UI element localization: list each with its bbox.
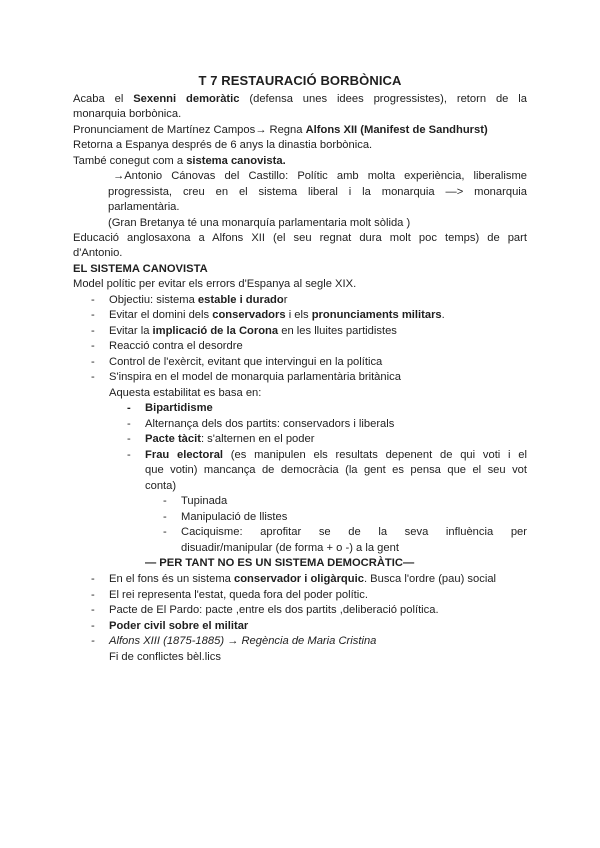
- subsub-item: Caciquisme: aprofitar se de la seva influència per: [181, 526, 527, 538]
- list-dash: -: [91, 294, 95, 306]
- bold-text: conservador i oligàrquic: [234, 573, 364, 585]
- text: Evitar el domini dels: [109, 309, 213, 321]
- sub-item-continuation: que votin) mancança de democràcia (la gent es pensa que el seu vot: [145, 464, 527, 476]
- text: També conegut com a: [73, 155, 187, 167]
- subsub-item-continuation: disuadir/manipular (de forma + o -) a la gent: [181, 542, 399, 554]
- intro-line-3: [73, 123, 488, 138]
- intro-line-5: [73, 154, 286, 169]
- list-dash: -: [91, 371, 95, 383]
- list-dash: -: [91, 356, 95, 368]
- bold-text: pronunciaments militars: [311, 309, 442, 321]
- text: .: [441, 309, 445, 321]
- text: . Busca l'ordre (pau) social: [363, 573, 497, 585]
- list-dash: -: [163, 526, 167, 538]
- list-dash: -: [91, 573, 95, 585]
- sub-item: Bipartidisme: [145, 402, 213, 414]
- text: Acaba el: [73, 93, 134, 105]
- list-item: Control de l'exèrcit, evitant que intervingui en la política: [109, 356, 383, 368]
- list-item: S'inspira en el model de monarquia parlamentària britànica: [109, 371, 401, 383]
- list-item: [109, 572, 496, 587]
- page-title: T 7 RESTAURACIÓ BORBÒNICA: [198, 73, 402, 88]
- list-dash: -: [91, 309, 95, 321]
- list-dash: -: [91, 604, 95, 616]
- intro-line-10: Educació anglosaxona a Alfons XII (el seu regnat dura molt poc temps) de part: [73, 232, 527, 244]
- list-bullet: -: [127, 402, 131, 414]
- sub-item: [145, 448, 527, 463]
- list-item: [109, 293, 287, 308]
- list-item: Pacte de El Pardo: pacte ,entre els dos partits ,deliberació política.: [109, 604, 439, 616]
- sub-item-continuation: conta): [145, 480, 177, 492]
- bold-text: Alfons XII (Manifest de Sandhurst): [305, 124, 488, 136]
- bold-text: Sexenni demoràtic: [133, 93, 240, 105]
- section-subtitle: Model polític per evitar els errors d'Espanya al segle XIX.: [73, 278, 357, 290]
- text: r: [283, 294, 288, 306]
- intro-line-9: (Gran Bretanya té una monarquía parlamentaria molt sòlida ): [108, 217, 411, 229]
- list-item: [109, 308, 445, 323]
- list-item: Reacció contra el desordre: [109, 340, 243, 352]
- intro-line-7: progressista, creu en el sistema liberal i la monarquia —> monarquia: [108, 186, 527, 198]
- bold-text: Pacte tàcit: [145, 433, 201, 445]
- bold-text: estable i durado: [197, 294, 284, 306]
- list-dash: -: [91, 325, 95, 337]
- text: En el fons és un sistema: [109, 573, 234, 585]
- bold-text: Frau electoral: [145, 449, 224, 461]
- intro-line-11: d'Antonio.: [73, 247, 123, 259]
- text: : s'alternen en el poder: [200, 433, 315, 445]
- list-dash: -: [91, 635, 95, 647]
- sub-item: [145, 432, 314, 447]
- list-dash: -: [91, 589, 95, 601]
- list-item-continuation: Aquesta estabilitat es basa en:: [109, 387, 262, 399]
- conclusion-text: — PER TANT NO ES UN SISTEMA DEMOCRÀTIC—: [145, 557, 415, 569]
- list-dash: -: [127, 418, 131, 430]
- list-dash: -: [127, 449, 131, 461]
- intro-line-8: parlamentària.: [108, 201, 180, 213]
- list-item: [109, 324, 397, 339]
- list-item: Poder civil sobre el militar: [109, 620, 249, 632]
- list-item-continuation: Fi de conflictes bèl.lics: [109, 651, 221, 663]
- section-heading: EL SISTEMA CANOVISTA: [73, 263, 208, 275]
- list-dash: -: [91, 620, 95, 632]
- list-dash: -: [163, 511, 167, 523]
- list-dash: -: [127, 433, 131, 445]
- text: (es manipulen els resultats depenent de qui voti i el: [223, 449, 528, 461]
- list-dash: -: [91, 340, 95, 352]
- text: Evitar la: [109, 325, 153, 337]
- text: Objectiu: sistema: [109, 294, 198, 306]
- intro-line-1: [73, 92, 527, 107]
- list-dash: -: [163, 495, 167, 507]
- bold-text: conservadors: [212, 309, 286, 321]
- intro-line-6: →Antonio Cánovas del Castillo: Polític amb molta experiència, liberalisme: [113, 170, 527, 182]
- intro-line-2: monarquia borbònica.: [73, 108, 182, 120]
- sub-item: Alternança dels dos partits: conservadors i liberals: [145, 418, 395, 430]
- text: i els: [285, 309, 312, 321]
- subsub-item: Tupinada: [181, 495, 228, 507]
- subsub-item: Manipulació de llistes: [181, 511, 288, 523]
- intro-line-4: Retorna a Espanya després de 6 anys la dinastia borbònica.: [73, 139, 373, 151]
- list-item: Alfons XIII (1875-1885) → Regència de Maria Cristina: [109, 635, 377, 647]
- text: (defensa unes idees progressistes), retorn de la: [239, 93, 527, 105]
- text: en les lluites partidistes: [278, 325, 397, 337]
- text: Pronunciament de Martínez Campos→ Regna: [73, 124, 306, 136]
- bold-text: implicació de la Corona: [152, 325, 279, 337]
- bold-text: sistema canovista.: [186, 155, 286, 167]
- list-item: El rei representa l'estat, queda fora del poder polític.: [109, 589, 368, 601]
